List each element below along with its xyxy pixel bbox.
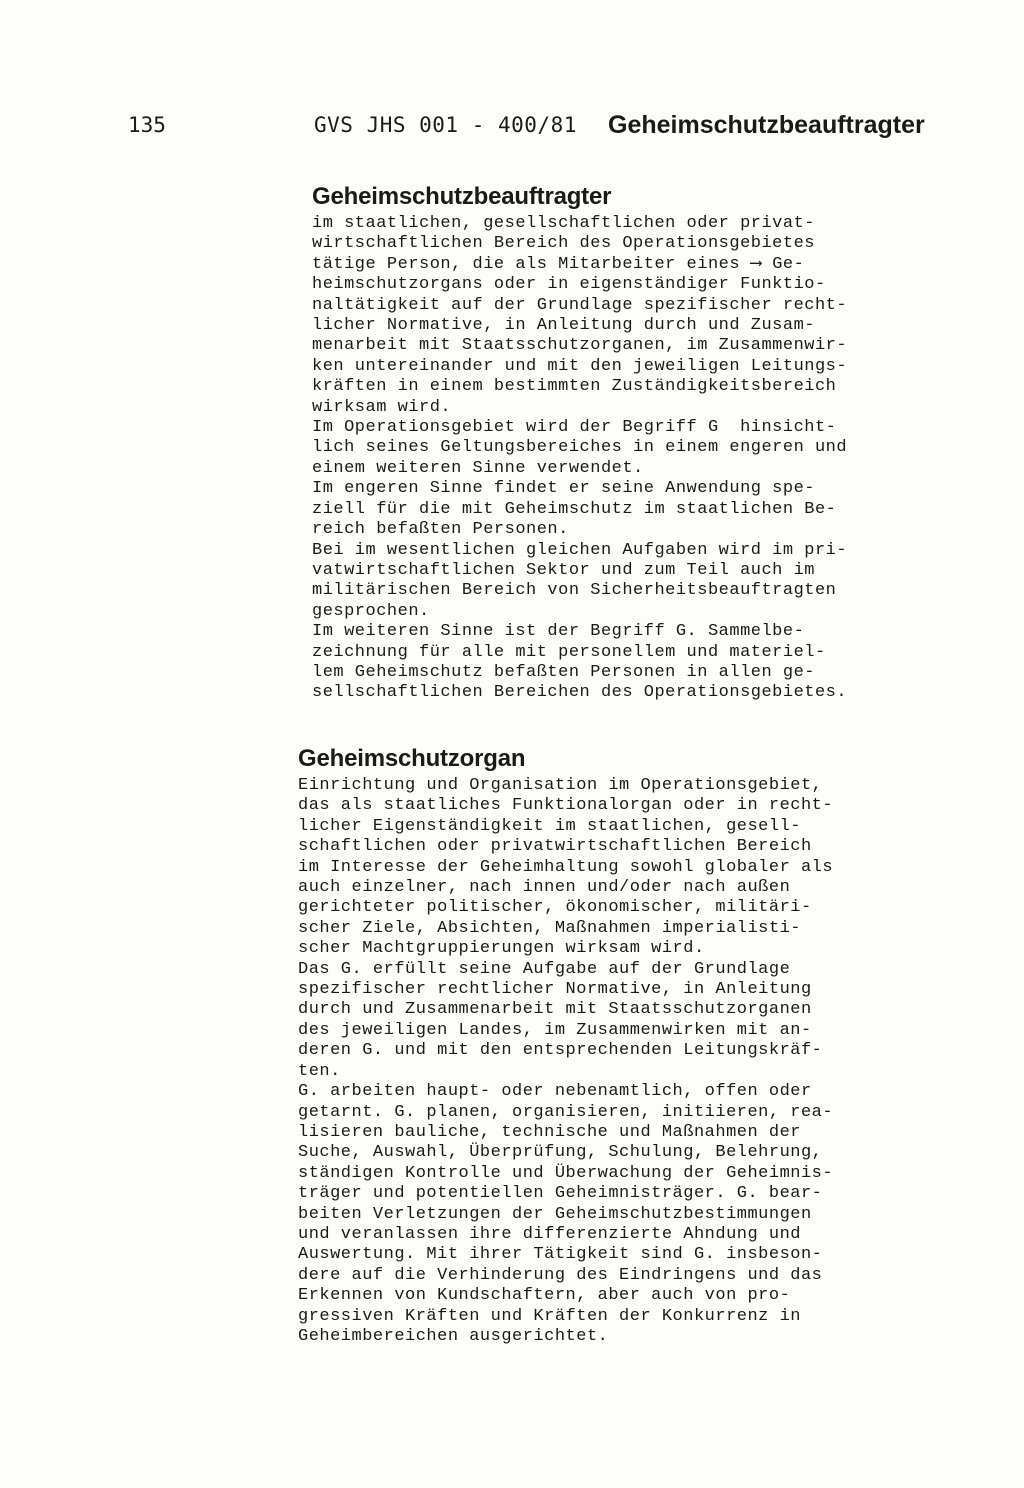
text-line: licher Eigenständigkeit im staatlichen, gesell- (298, 816, 801, 836)
text-line: lem Geheimschutz befaßten Personen in allen ge- (312, 662, 815, 682)
text-line: Auswertung. Mit ihrer Tätigkeit sind G. insbeson- (298, 1245, 823, 1265)
text-line: schaftlichen oder privatwirtschaftlichen Bereich (298, 837, 812, 857)
text-line: ziell für die mit Geheimschutz im staatlichen Be- (312, 499, 837, 519)
text-line: Bei im wesentlichen gleichen Aufgaben wird im pri- (312, 540, 848, 560)
dictionary-entry (312, 182, 952, 704)
text-line: ten. (298, 1061, 341, 1081)
entry-body (298, 776, 938, 1347)
text-line: scher Ziele, Absichten, Maßnahmen imperialisti- (298, 918, 801, 938)
text-line: Im weiteren Sinne ist der Begriff G. Sammelbe- (312, 622, 805, 642)
text-line: sellschaftlichen Bereichen des Operationsgebietes. (312, 683, 848, 703)
text-line: heimschutzorgans oder in eigenständiger Funktio- (312, 275, 826, 295)
text-line: Im engeren Sinne findet er seine Anwendung spe- (312, 479, 815, 499)
text-line: vatwirtschaftlichen Sektor und zum Teil auch im (312, 560, 815, 580)
text-line: zeichnung für alle mit personellem und materiel- (312, 642, 826, 662)
text-line: gerichteter politischer, ökonomischer, militäri- (298, 898, 812, 918)
text-line: durch und Zusammenarbeit mit Staatsschutzorganen (298, 1000, 812, 1020)
text-line: Einrichtung und Organisation im Operationsgebiet, (298, 776, 823, 795)
text-line: gressiven Kräften und Kräften der Konkurrenz in (298, 1306, 801, 1326)
text-line: naltätigkeit auf der Grundlage spezifischer recht- (312, 295, 848, 315)
text-line: lisieren bauliche, technische und Maßnahmen der (298, 1122, 801, 1142)
text-line: Geheimbereichen ausgerichtet. (298, 1326, 609, 1346)
text-line: Suche, Auswahl, Überprüfung, Schulung, Belehrung, (298, 1143, 823, 1163)
text-line: Erkennen von Kundschaftern, aber auch von pro- (298, 1286, 791, 1306)
entry-body (312, 214, 952, 704)
text-line: spezifischer rechtlicher Normative, in Anleitung (298, 980, 812, 1000)
text-line: reich befaßten Personen. (312, 520, 569, 540)
text-line: einem weiteren Sinne verwendet. (312, 458, 644, 478)
text-line: beiten Verletzungen der Geheimschutzbestimmungen (298, 1204, 812, 1224)
text-line: deren G. und mit den entsprechenden Leitungskräf- (298, 1041, 823, 1061)
text-line: gesprochen. (312, 601, 430, 621)
text-line: kräften in einem bestimmten Zuständigkeitsbereich (312, 377, 837, 397)
text-line: träger und potentiellen Geheimnisträger. G. bear- (298, 1184, 823, 1204)
dictionary-entry (298, 744, 938, 1347)
text-line: scher Machtgruppierungen wirksam wird. (298, 939, 705, 959)
page-number: 135 (128, 113, 166, 137)
running-title: Geheimschutzbeauftragter (608, 111, 925, 139)
entry-term: Geheimschutzbeauftragter (312, 183, 612, 210)
text-line: getarnt. G. planen, organisieren, initiieren, rea- (298, 1102, 834, 1122)
text-line: tätige Person, die als Mitarbeiter eines ⟶ Ge- (312, 254, 805, 274)
text-line: auch einzelner, nach innen und/oder nach außen (298, 878, 791, 898)
text-line: im staatlichen, gesellschaftlichen oder privat- (312, 214, 815, 233)
text-line: wirtschaftlichen Bereich des Operationsgebietes (312, 234, 815, 254)
document-reference: GVS JHS 001 - 400/81 (314, 113, 577, 137)
text-line: menarbeit mit Staatsschutzorganen, im Zusammenwir- (312, 336, 848, 356)
text-line: Das G. erfüllt seine Aufgabe auf der Grundlage (298, 959, 791, 979)
text-line: militärischen Bereich von Sicherheitsbeauftragten (312, 581, 837, 601)
text-line: und veranlassen ihre differenzierte Ahndung und (298, 1224, 801, 1244)
text-line: des jeweiligen Landes, im Zusammenwirken mit an- (298, 1020, 812, 1040)
text-line: das als staatliches Funktionalorgan oder in recht- (298, 796, 834, 816)
text-line: G. arbeiten haupt- oder nebenamtlich, offen oder (298, 1082, 812, 1102)
text-line: Im Operationsgebiet wird der Begriff G hinsicht- (312, 418, 837, 438)
text-line: licher Normative, in Anleitung durch und Zusam- (312, 316, 815, 336)
text-line: wirksam wird. (312, 397, 452, 417)
text-line: ständigen Kontrolle und Überwachung der Geheimnis- (298, 1163, 834, 1183)
text-line: lich seines Geltungsbereiches in einem engeren und (312, 438, 848, 458)
text-line: ken untereinander und mit den jeweiligen Leitungs- (312, 356, 848, 376)
entry-term: Geheimschutzorgan (298, 745, 526, 772)
text-line: dere auf die Verhinderung des Eindringens und das (298, 1265, 823, 1285)
text-line: im Interesse der Geheimhaltung sowohl globaler als (298, 857, 834, 877)
